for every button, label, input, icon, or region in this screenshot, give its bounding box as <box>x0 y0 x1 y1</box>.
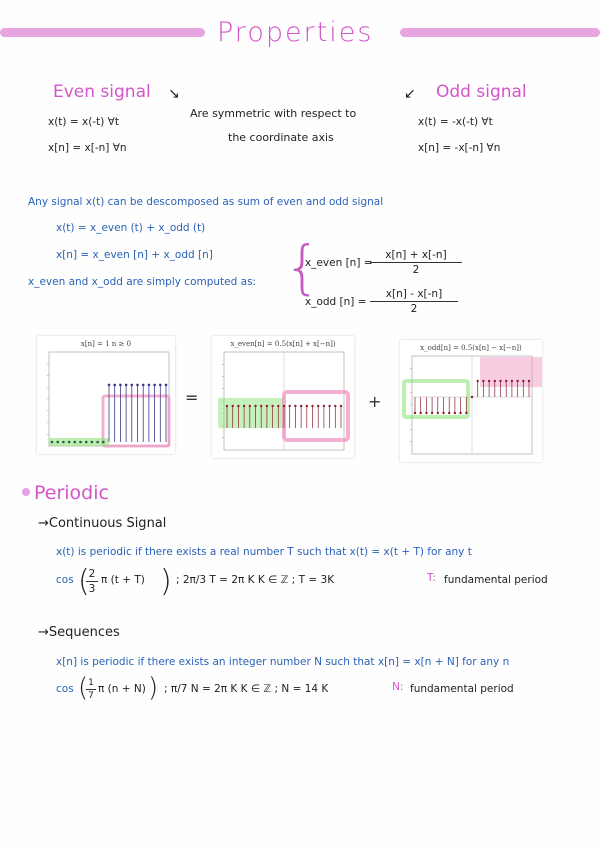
odd-signal-heading: Odd signal <box>436 82 527 102</box>
stem-point <box>283 405 285 407</box>
symmetric-note-line2: the coordinate axis <box>228 131 334 144</box>
stem-point <box>56 441 59 444</box>
stem-point <box>425 412 427 414</box>
stem-point <box>96 441 99 444</box>
plot-odd-part <box>400 340 542 462</box>
stem-point <box>528 380 530 382</box>
odd-formula-numerator: x[n] - x[-n] <box>385 288 443 300</box>
sequences-example-frac-line <box>86 689 96 690</box>
stem-point <box>136 384 139 387</box>
stem-point <box>237 405 239 407</box>
stem-point <box>488 380 490 382</box>
stem-point <box>465 412 467 414</box>
page-title: Properties <box>217 17 374 48</box>
decomposition-continuous-eq: x(t) = x_even (t) + x_odd (t) <box>56 222 206 234</box>
stem-point <box>334 405 336 407</box>
stem-point <box>431 412 433 414</box>
plot-even-title: x_even[n] = 0.5(x[n] + x[−n]) <box>230 340 336 348</box>
continuous-example-frac-num: 2 <box>88 568 96 580</box>
continuous-example-rparen: ) <box>160 564 172 599</box>
stem-point <box>108 384 111 387</box>
sequences-example-N: N: <box>392 681 404 693</box>
continuous-example-frac-den: 3 <box>88 583 96 595</box>
stem-point <box>249 405 251 407</box>
plot-step-svg <box>37 336 175 454</box>
title-bar-left <box>0 28 205 37</box>
continuous-example-rest: ; 2π/3 T = 2π K K ∈ ℤ ; T = 3K <box>176 574 335 586</box>
stem-point <box>153 384 156 387</box>
odd-formula-fraction <box>370 288 458 315</box>
continuous-signal-heading: →Continuous Signal <box>38 516 167 531</box>
stem-point <box>289 405 291 407</box>
even-formula-numerator: x[n] + x[-n] <box>385 249 447 261</box>
stem-point <box>516 380 518 382</box>
symmetric-note-line1: Are symmetric with respect to <box>190 107 357 120</box>
pink-highlight <box>103 396 169 446</box>
stem-point <box>448 412 450 414</box>
decomposition-intro: Any signal x(t) can be descomposed as sum of even and odd signal <box>28 196 384 208</box>
stem-point <box>260 405 262 407</box>
stem-point <box>420 412 422 414</box>
stem-point <box>148 384 151 387</box>
sequences-example-arg: π (n + N) <box>98 683 146 695</box>
stem-point <box>522 380 524 382</box>
even-formula-denominator: 2 <box>412 264 420 276</box>
decomposition-computed-text: x_even and x_odd are simply computed as: <box>28 276 257 288</box>
odd-eq-continuous: x(t) = -x(-t) ∀t <box>418 116 493 128</box>
stem-point <box>62 441 65 444</box>
plus-sign: + <box>368 392 382 411</box>
green-highlight <box>218 398 284 428</box>
plot-step-title: x[n] = 1 n ≥ 0 <box>80 340 132 348</box>
even-eq-discrete: x[n] = x[-n] ∀n <box>48 142 127 154</box>
stem-point <box>477 380 479 382</box>
stem-point <box>340 405 342 407</box>
stem-point <box>323 405 325 407</box>
equals-sign: = <box>185 388 199 407</box>
stem-point <box>85 441 88 444</box>
stem-point <box>294 405 296 407</box>
even-eq-continuous: x(t) = x(-t) ∀t <box>48 116 119 128</box>
title-bar-right <box>400 28 600 37</box>
continuous-example-cos: cos <box>56 574 74 586</box>
stem-point <box>317 405 319 407</box>
stem-point <box>68 441 71 444</box>
stem-point <box>142 384 145 387</box>
plot-even-svg <box>212 336 354 458</box>
stem-point <box>442 412 444 414</box>
odd-formula-denominator: 2 <box>410 303 418 315</box>
stem-point <box>328 405 330 407</box>
plot-step-signal <box>37 336 175 454</box>
odd-formula-lhs: x_odd [n] = <box>305 296 367 308</box>
odd-eq-discrete: x[n] = -x[-n] ∀n <box>418 142 501 154</box>
continuous-example-lparen: ( <box>78 564 90 599</box>
stem-point <box>505 380 507 382</box>
even-arrow-icon: ↘ <box>168 86 180 102</box>
stem-point <box>300 405 302 407</box>
continuous-example-frac <box>86 568 98 595</box>
stem-point <box>511 380 513 382</box>
stem-point <box>74 441 77 444</box>
stem-point <box>254 405 256 407</box>
stem-point <box>266 405 268 407</box>
stem-point <box>454 412 456 414</box>
stem-point <box>311 405 313 407</box>
stem-point <box>51 441 54 444</box>
continuous-definition: x(t) is periodic if there exists a real number T such that x(t) = x(t + T) for any t <box>56 546 472 558</box>
sequences-example-lparen: ( <box>78 673 89 703</box>
sequences-example-frac-num: 1 <box>88 678 94 688</box>
continuous-example-arg: π (t + T) <box>101 574 145 586</box>
stem-point <box>499 380 501 382</box>
stem-point <box>306 405 308 407</box>
stem-point <box>414 412 416 414</box>
even-formula-fraction-line <box>370 262 462 263</box>
sequences-example-frac-den: 7 <box>88 691 94 701</box>
odd-arrow-icon: ↙ <box>404 86 416 102</box>
stem-point <box>271 405 273 407</box>
stem-point <box>232 405 234 407</box>
plot-odd-title: x_odd[n] = 0.5(x[n] − x[−n]) <box>420 344 522 352</box>
stem-point <box>91 441 94 444</box>
stem-point <box>459 412 461 414</box>
stem-point <box>226 405 228 407</box>
sequences-example-rparen: ) <box>148 673 159 703</box>
sequences-example-rest: ; π/7 N = 2π K K ∈ ℤ ; N = 14 K <box>164 683 329 695</box>
continuous-example-frac-line <box>86 581 98 582</box>
pink-highlight <box>284 392 348 440</box>
sequences-heading: →Sequences <box>38 625 120 640</box>
stem-point <box>131 384 134 387</box>
sequences-example-frac <box>86 678 96 701</box>
stem-point <box>277 405 279 407</box>
even-formula-lhs: x_even [n] = <box>305 257 373 269</box>
plot-odd-svg <box>400 340 542 462</box>
stem-point <box>494 380 496 382</box>
even-formula-fraction <box>370 249 462 276</box>
stem-point <box>165 384 168 387</box>
stem-point <box>113 384 116 387</box>
brace: { <box>284 233 321 301</box>
sequences-example-N-desc: fundamental period <box>410 683 514 695</box>
stem-point <box>102 441 105 444</box>
stem-point <box>119 384 122 387</box>
continuous-example-T-desc: fundamental period <box>444 574 548 586</box>
stem-point <box>79 441 82 444</box>
even-signal-heading: Even signal <box>53 82 151 102</box>
sequences-definition: x[n] is periodic if there exists an integer number N such that x[n] = x[n + N] for any n <box>56 656 510 668</box>
stem-point <box>243 405 245 407</box>
sequences-example-cos: cos <box>56 683 74 695</box>
stem-point <box>159 384 162 387</box>
continuous-example-T: T: <box>427 572 436 584</box>
stem-point <box>471 396 473 398</box>
odd-formula-fraction-line <box>370 301 458 302</box>
decomposition-discrete-eq: x[n] = x_even [n] + x_odd [n] <box>56 249 213 261</box>
periodic-bullet <box>22 488 30 496</box>
green-highlight <box>404 381 468 417</box>
stem-point <box>482 380 484 382</box>
stem-point <box>125 384 128 387</box>
periodic-heading: Periodic <box>34 482 109 504</box>
stem-point <box>437 412 439 414</box>
plot-even-part <box>212 336 354 458</box>
